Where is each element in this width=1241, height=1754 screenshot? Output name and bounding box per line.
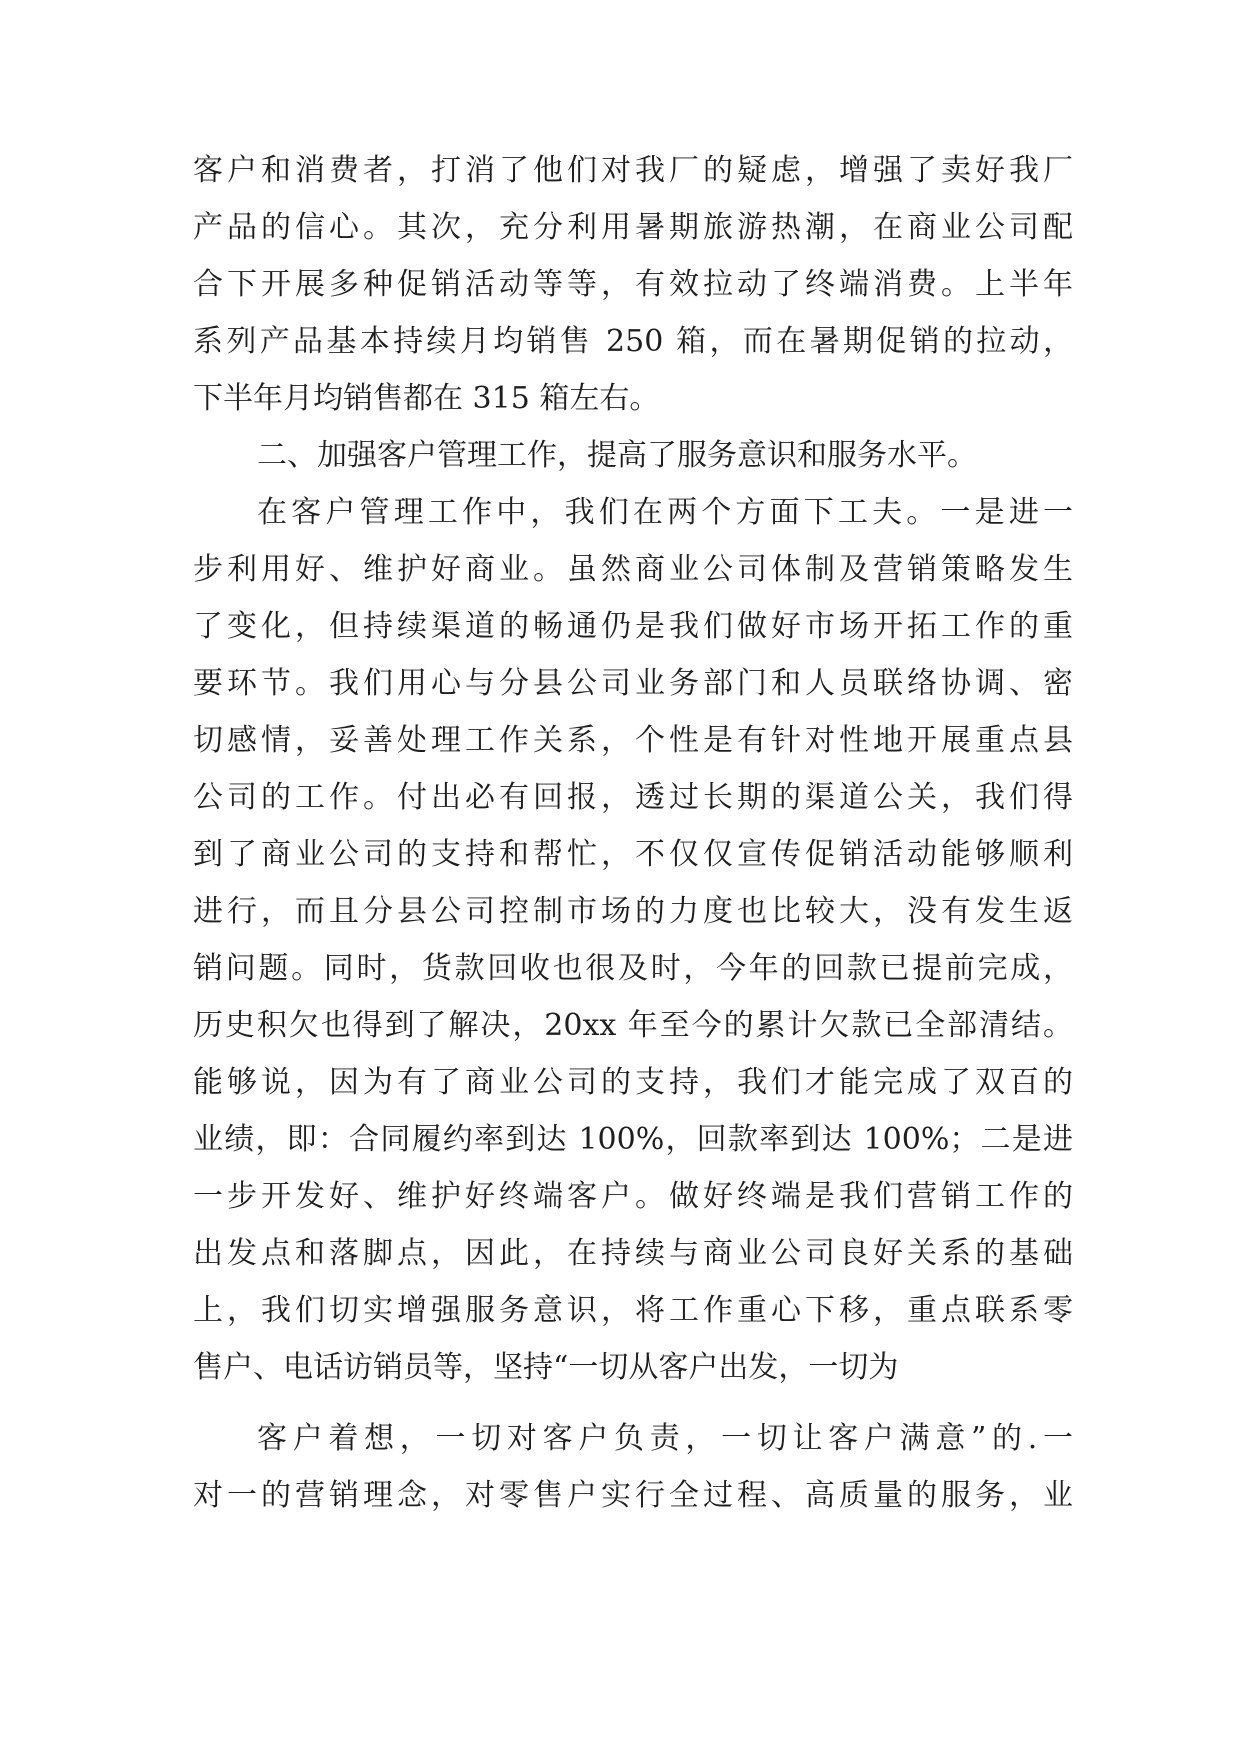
paragraph-gap: [193, 1396, 1073, 1410]
text-line: 系列产品基本持续月均销售 250 箱，而在暑期促销的拉动，: [193, 324, 1073, 359]
section-heading: 二、加强客户管理工作，提高了服务意识和服务水平。: [257, 438, 977, 473]
text-line: 进行，而且分县公司控制市场的力度也比较大，没有发生返: [193, 894, 1073, 929]
text-line: 上，我们切实增强服务意识，将工作重心下移，重点联系零: [193, 1293, 1073, 1328]
text-line: 在客户管理工作中，我们在两个方面下工夫。一是进一: [257, 495, 1073, 530]
text-line: 切感情，妥善处理工作关系，个性是有针对性地开展重点县: [193, 723, 1073, 758]
text-line: 售户、电话访销员等，坚持“一切从客户出发，一切为: [193, 1350, 899, 1385]
text-line: 下半年月均销售都在 315 箱左右。: [193, 381, 660, 416]
text-line: 出发点和落脚点，因此，在持续与商业公司良好关系的基础: [193, 1236, 1073, 1271]
text-line: 一步开发好、维护好终端客户。做好终端是我们营销工作的: [193, 1179, 1073, 1214]
text-line: 对一的营销理念，对零售户实行全过程、高质量的服务，业: [193, 1478, 1073, 1513]
text-line: 业绩，即：合同履约率到达 100%，回款率到达 100%；二是进: [193, 1122, 1073, 1157]
text-line: 能够说，因为有了商业公司的支持，我们才能完成了双百的: [193, 1065, 1073, 1100]
text-line: 了变化，但持续渠道的畅通仍是我们做好市场开拓工作的重: [193, 609, 1073, 644]
document-body: [193, 142, 1073, 1524]
text-line: 要环节。我们用心与分县公司业务部门和人员联络协调、密: [193, 666, 1073, 701]
text-line: 步利用好、维护好商业。虽然商业公司体制及营销策略发生: [193, 552, 1073, 587]
text-line: 产品的信心。其次，充分利用暑期旅游热潮，在商业公司配: [193, 210, 1073, 245]
text-line: 销问题。同时，货款回收也很及时，今年的回款已提前完成，: [193, 951, 1073, 986]
text-line: 客户和消费者，打消了他们对我厂的疑虑，增强了卖好我厂: [193, 153, 1073, 188]
text-line: 公司的工作。付出必有回报，透过长期的渠道公关，我们得: [193, 780, 1073, 815]
text-line: 客户着想，一切对客户负责，一切让客户满意”的.一: [257, 1421, 1073, 1456]
text-line: 历史积欠也得到了解决，20xx 年至今的累计欠款已全部清结。: [193, 1008, 1073, 1043]
text-line: 到了商业公司的支持和帮忙，不仅仅宣传促销活动能够顺利: [193, 837, 1073, 872]
text-line: 合下开展多种促销活动等等，有效拉动了终端消费。上半年: [193, 267, 1073, 302]
